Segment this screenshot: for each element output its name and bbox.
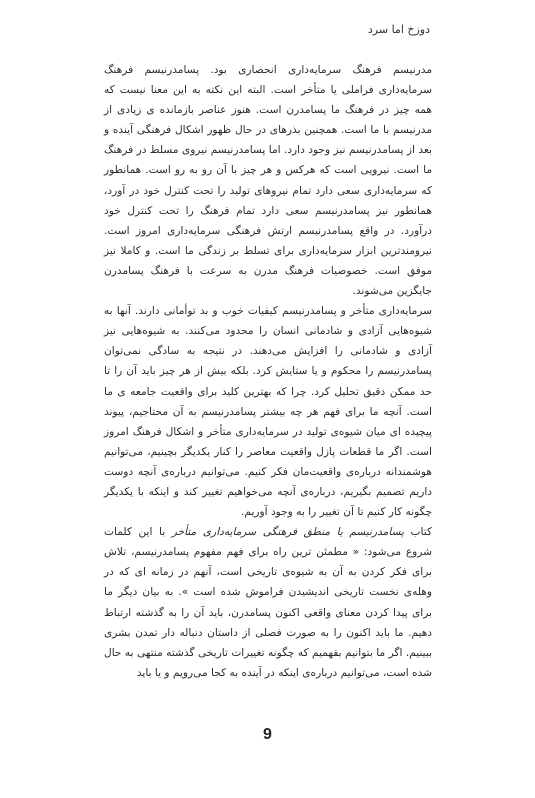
body-text — [104, 60, 432, 683]
paragraph-1: مدرنیسم فرهنگ سرمایه‌داری انحصاری بود. پسامدرنیسم فرهنگ سرمایه‌داری فراملی یا متأخر است. البته این نکته به این معنا نیست که همه چیز در فرهنگ ما پسامدرن است. هنوز عناصر بازمانده ی زیادی از مدرنیسم با ما است. همچنین بذرهای در حال ظهور اشکال فرهنگی آینده و بعد از پسامدرنیسم نیز وجود دارد. اما پسامدرنیسم نیروی مسلط در فرهنگ ما است. نیرویی است که هرکس و هر چیز با آن رو به رو است. همانطور که سرمایه‌داری سعی دارد تمام نیروهای تولید را تحت کنترل خود در آورد، همانطور نیز پسامدرنیسم سعی دارد تمام فرهنگ را تحت کنترل خود درآورد. در واقع پسامدرنیسم ارتش فرهنگی سرمایه‌داری امروز است. نیرومندترین ابزار سرمایه‌داری برای تسلط بر زندگی ما است. و کاملا نیز موفق است. خصوصیات فرهنگ مدرن به سرعت با فرهنگ پسامدرن جایگزین می‌شوند. — [104, 64, 432, 298]
paragraph-3-rest: با این کلمات شروع می‌شود: « مطمئن ترین راه برای فهم مفهوم پسامدرنیسم، تلاش برای فکر کردن به آن به شیوه‌ی تاریخی است، آنهم در زمانه ای که در وهله‌ی نخست تاریخی اندیشیدن فراموش شده است ». به بیان دیگر ما برای پیدا کردن معنای واقعی اکنون پسامدرن، باید آن را به گذشته ارتباط دهیم. ما باید اکنون را به صورت فصلی از داستان دنباله دار تمدن بشری ببینیم. اگر ما بتوانیم بفهمیم که چگونه تغییرات تاریخی گذشته منتهی به حال شده است، می‌توانیم درباره‌ی اینکه در آینده به کجا می‌رویم و یا باید — [104, 526, 432, 679]
running-header: دوزخ اما سرد — [367, 23, 430, 36]
paragraph-2: سرمایه‌داری متأخر و پسامدرنیسم کیفیات خوب و بد توأمانی دارند. آنها به شیوه‌هایی آزادی و شادمانی انسان را محدود می‌کنند. به شیوه‌هایی نیز آزادی و شادمانی را افزایش می‌دهند. در نتیجه به سادگی نمی‌توان پسامدرنیسم را محکوم و یا ستایش کرد. بلکه بیش از هر چیز باید آن را تا حد ممکن دقیق تحلیل کرد. چرا که بهترین کلید برای واقعیت جامعه‌ ی ما است. آنچه ما برای فهم هر چه بیشتر پسامدرنیسم به آن محتاجیم، پیوند پیچیده ای میان شیوه‌ی تولید در سرمایه‌داری متأخر و اشکال فرهنگ امروز است. اگر ما قطعات پازل واقعیت معاصر را کنار یکدیگر بچینیم، می‌توانیم هوشمندانه درباره‌ی واقعیت‌مان فکر کنیم. می‌توانیم درباره‌ی آنچه دوست داریم تصمیم بگیریم، درباره‌ی آنچه می‌خواهیم تغییر کند و اینکه با یکدیگر چگونه کار کنیم تا آن تغییر را به وجود آوریم. — [104, 305, 432, 519]
paragraph-3-lead: کتاب — [403, 526, 432, 539]
page-number: 9 — [263, 726, 272, 743]
paragraph-3 — [104, 522, 432, 683]
book-title: پسامدرنیسم یا منطق فرهنگی سرمایه‌داری متأخر — [171, 526, 404, 539]
